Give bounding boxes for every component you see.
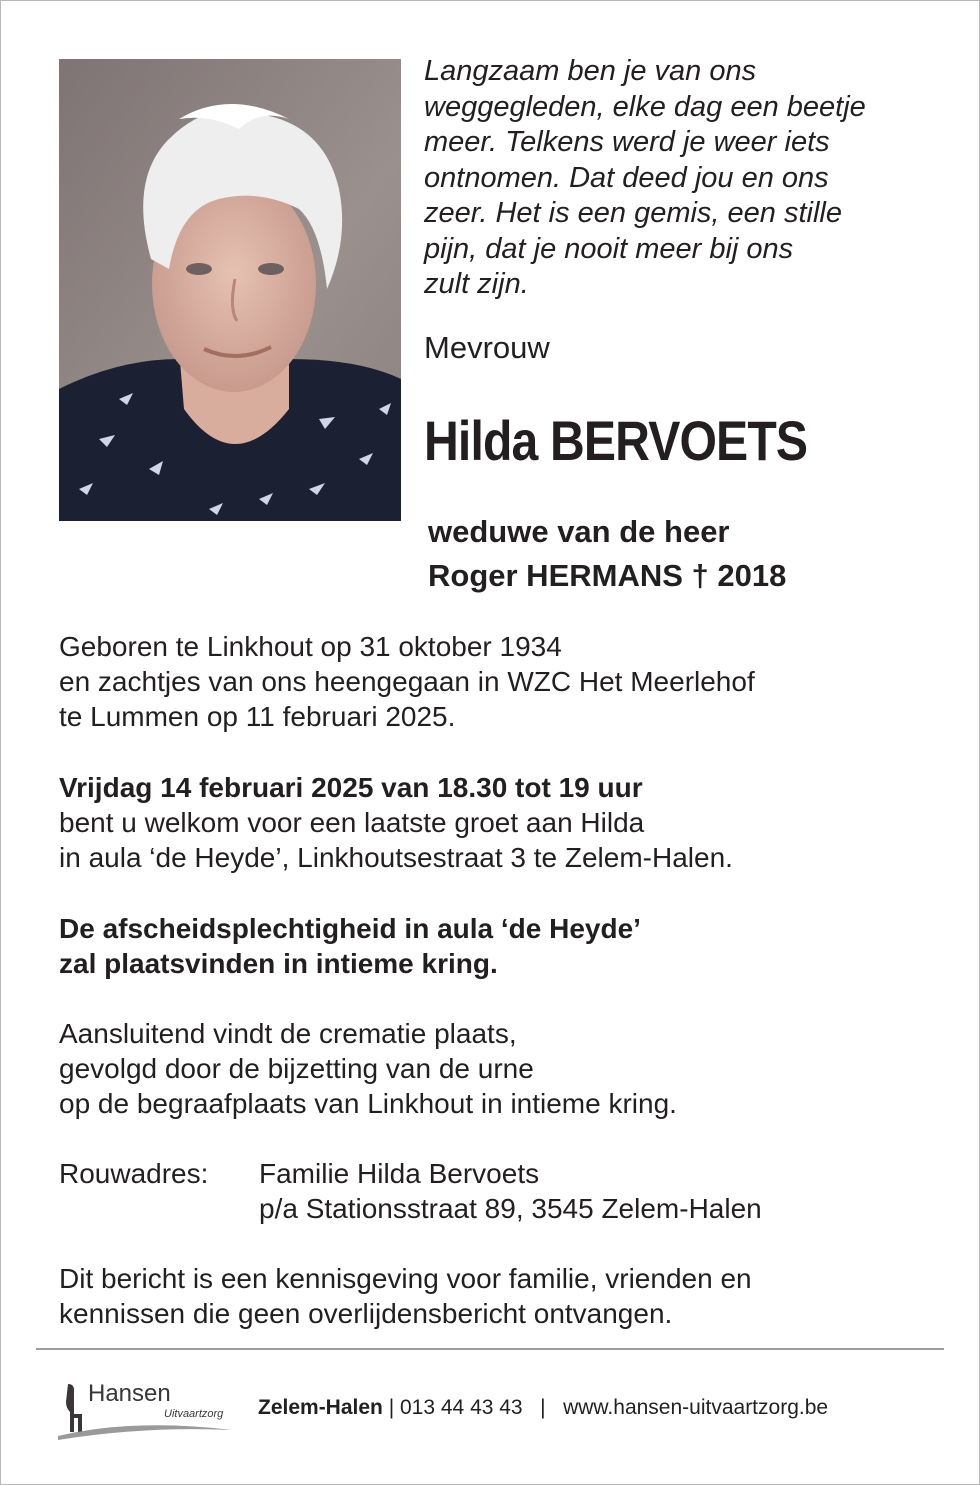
poem-line: weggegleden, elke dag een beetje (424, 90, 866, 123)
text-line: zal plaatsvinden in intieme kring. (59, 948, 498, 979)
separator: | (382, 1396, 400, 1419)
address-line: Familie Hilda Bervoets (259, 1158, 540, 1189)
portrait-photo (59, 59, 401, 521)
poem-line: zeer. Het is een gemis, een stille (424, 197, 843, 229)
spouse-info (428, 510, 786, 598)
separator: | (522, 1396, 564, 1419)
footer-phone[interactable]: 013 44 43 43 (400, 1396, 523, 1419)
text-line: in aula ‘de Heyde’, Linkhoutsestraat 3 te Zelem-Halen. (59, 842, 733, 873)
poem-line: Langzaam ben je van ons (424, 55, 757, 87)
footer-city: Zelem-Halen (258, 1396, 383, 1419)
poem (424, 54, 944, 303)
text-line: en zachtjes van ons heengegaan in WZC Het Meerlehof (59, 666, 755, 697)
honorific: Mevrouw (424, 330, 550, 365)
birth-death-info (59, 629, 755, 734)
visitation-date: Vrijdag 14 februari 2025 van 18.30 tot 19 uur (59, 772, 643, 803)
logo-subtitle: Uitvaartzorg (164, 1408, 224, 1420)
text-line: Aansluitend vindt de crematie plaats, (59, 1018, 517, 1049)
footer-website-link[interactable]: www.hansen-uitvaartzorg.be (563, 1396, 829, 1419)
text-line: De afscheidsplechtigheid in aula ‘de Heyde’ (59, 913, 641, 944)
address-line: p/a Stationsstraat 89, 3545 Zelem-Halen (259, 1193, 762, 1224)
footer-divider (36, 1348, 944, 1350)
text-line: te Lummen op 11 februari 2025. (59, 701, 456, 732)
poem-line: ontnomen. Dat deed jou en ons (424, 161, 829, 194)
hansen-logo (54, 1378, 244, 1440)
footer-contact (258, 1396, 828, 1420)
text-line: op de begraafplaats van Linkhout in intieme kring. (59, 1088, 677, 1119)
poem-line: pijn, dat je nooit meer bij ons (424, 232, 794, 265)
poem-line: meer. Telkens werd je weer iets (424, 126, 830, 158)
text-line: bent u welkom voor een laatste groet aan Hilda (59, 807, 645, 838)
cremation-info (59, 1016, 677, 1121)
text-line: Geboren te Linkhout op 31 oktober 1934 (59, 631, 562, 662)
spouse-line: weduwe van de heer (428, 514, 730, 549)
visitation-info (59, 770, 733, 875)
address-label: Rouwadres: (59, 1158, 209, 1189)
text-line: gevolgd door de bijzetting van de urne (59, 1053, 534, 1084)
notice-text (59, 1261, 752, 1331)
ceremony-info (59, 911, 641, 981)
logo-name: Hansen (88, 1380, 171, 1407)
spouse-line: Roger HERMANS † 2018 (428, 558, 787, 593)
text-line: Dit bericht is een kennisgeving voor familie, vrienden en (59, 1263, 752, 1294)
deceased-name: Hilda BERVOETS (424, 409, 808, 472)
text-line: kennissen die geen overlijdensbericht ontvangen. (59, 1298, 673, 1329)
poem-line: zult zijn. (424, 268, 529, 300)
mourning-address (259, 1156, 762, 1226)
